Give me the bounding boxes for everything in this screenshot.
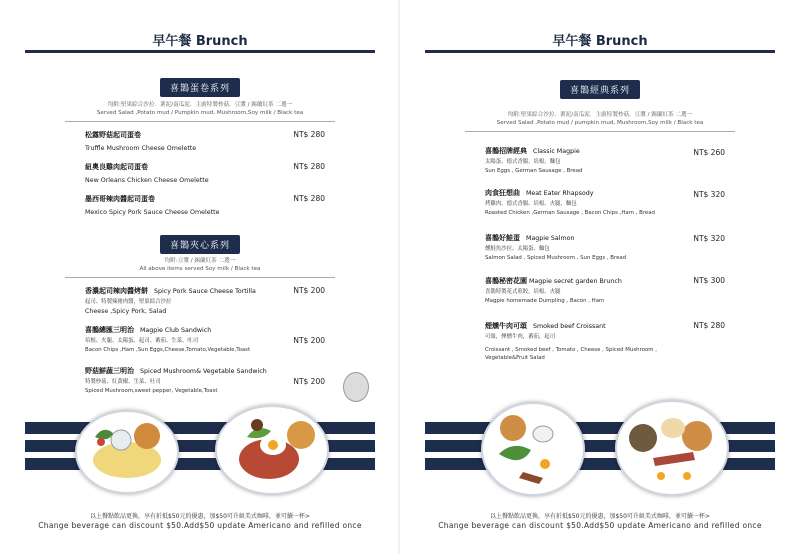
menu-item <box>85 194 325 217</box>
menu-item <box>85 130 325 153</box>
menu-item <box>85 366 325 395</box>
section-badge: 喜鵲經典系列 <box>560 80 640 99</box>
menu-item <box>85 286 325 316</box>
item-desc-cn: 起司、特製辣豬肉醬，堅果綜合沙拉 <box>85 299 172 305</box>
food-photo-sandwich <box>215 405 329 495</box>
item-name-cn: 喜鵲招牌經典 <box>485 147 527 155</box>
item-name-cn: 肉食狂想曲 <box>485 189 520 197</box>
item-name-cn: 喜鵲好鮭蛋 <box>485 234 520 242</box>
item-name-en: Smoked beef Croissant <box>533 323 606 330</box>
item-name <box>485 321 725 331</box>
divider <box>465 131 735 132</box>
item-price: NT$ 300 <box>693 276 725 285</box>
item-price: NT$ 280 <box>693 321 725 330</box>
item-name-en: Truffle Mushroom Cheese Omelette <box>85 145 197 152</box>
food-photo-meat <box>615 400 729 496</box>
item-price: NT$ 200 <box>293 286 325 295</box>
section-header-classic <box>405 78 795 99</box>
item-name-en: Mexico Spicy Pork Sauce Cheese Omelette <box>85 209 220 216</box>
item-name <box>485 233 725 243</box>
item-name-cn: 香濃起司辣肉醬烤餅 <box>85 287 148 295</box>
section-header-omelette <box>5 76 395 97</box>
item-name <box>85 325 325 335</box>
item-desc-cn: 喜鵲特製花式煎餃，培根、火腿 <box>485 289 561 295</box>
item-desc-en: Cheese ,Spicy Pork, Salad <box>85 307 167 315</box>
item-price: NT$ 200 <box>293 377 325 386</box>
item-name-en: Magpie secret garden Brunch <box>529 278 622 285</box>
note-cn: 均附:豆漿 / 錫蘭紅茶 二選一 <box>164 258 236 264</box>
item-desc-en: Salmon Salad , Spiced Mushroom , Sun Eggs , Bread <box>485 254 627 261</box>
menu-item <box>85 162 325 185</box>
item-desc-en: Croissant , Smoked beef , Tomato , Cheese , Spiced Mushroom , <box>485 346 657 353</box>
food-illustration <box>77 412 177 492</box>
food-photo-classic <box>481 402 585 496</box>
section-note <box>5 101 395 117</box>
item-name <box>485 146 725 156</box>
page-title: 早午餐 Brunch <box>152 34 248 49</box>
item-desc-en-2: Vegetable&Fruit Salad <box>485 355 545 361</box>
item-desc-cn: 燻鮭魚沙拉、太陽蛋，麵包 <box>485 246 550 252</box>
section-badge: 喜鵲夾心系列 <box>160 235 240 254</box>
item-name-en: Spicy Pork Sauce Cheese Tortilla <box>154 288 256 295</box>
section-header-sandwich <box>5 233 395 254</box>
section-note <box>405 111 795 127</box>
item-desc-cn: 烤雞肉、德式香腸、培根、火腿，麵包 <box>485 201 577 207</box>
item-name-cn: 煙燻牛肉可頌 <box>485 322 527 330</box>
item-price: NT$ 280 <box>293 194 325 203</box>
footer-note-en: Change beverage can discount $50.Add$50 update Americano and refilled once <box>438 521 762 530</box>
item-name-en: New Orleans Chicken Cheese Omelette <box>85 177 209 184</box>
item-name-cn: 喜鵲秘密花園 <box>485 277 527 285</box>
menu-item <box>485 321 725 363</box>
note-cn: 均附:堅果綜合沙拉．薯泥/南瓜泥．主廚特製杪菇．豆漿 / 錫蘭紅茶 二選一 <box>107 102 293 108</box>
item-desc-cn: 特製杪菇、紅黃椒、生菜、吐司 <box>85 379 161 385</box>
item-price: NT$ 200 <box>293 336 325 345</box>
item-name <box>85 366 325 376</box>
divider <box>65 277 335 278</box>
menu-item <box>485 233 725 262</box>
item-name-cn: 野菇鮮蔬三明治 <box>85 367 134 375</box>
food-illustration <box>483 404 583 494</box>
item-desc-en: Spiced Mushroom,sweet pepper, Vegetable,Toast <box>85 387 218 394</box>
item-name-cn: 松露野菇起司蛋卷 <box>85 131 141 139</box>
item-name-en: Magpie Salmon <box>526 235 575 242</box>
item-desc-en: Sun Eggs , German Sausage , Bread <box>485 167 583 174</box>
menu-item <box>485 276 725 305</box>
menu-item <box>485 188 725 217</box>
page-gutter <box>398 0 400 554</box>
food-illustration <box>617 402 727 494</box>
item-desc-cn: 可頌，煙燻牛肉，蕃茄，起司 <box>485 334 556 340</box>
item-price: NT$ 260 <box>693 148 725 157</box>
item-name-cn: 紐奧良雞肉起司蛋卷 <box>85 163 148 171</box>
item-desc-en: Bacon Chips ,Ham ,Sun Eggs,Cheese,Tomato,Vegetable,Toast <box>85 346 251 353</box>
item-name-en: Classic Magpie <box>533 148 580 155</box>
item-name-en: Magpie Club Sandwich <box>140 327 212 334</box>
section-note <box>5 257 395 273</box>
menu-page-right <box>405 0 795 554</box>
item-name <box>85 286 325 296</box>
item-name-en: Meat Eater Rhapsody <box>526 190 594 197</box>
item-name <box>485 276 725 286</box>
item-price: NT$ 320 <box>693 234 725 243</box>
note-cn: 均附:堅果綜合沙拉．薯泥/南瓜泥．主廚特製杪菇．豆漿 / 錫蘭紅茶 二選一 <box>507 112 693 118</box>
food-photo-omelette <box>75 410 179 494</box>
note-en: Served Salad ,Potato mud / Pumpkin mud, Mushroom,Soy milk / Black tea <box>96 110 304 116</box>
item-name <box>485 188 725 198</box>
section-badge: 喜鵲蛋卷系列 <box>160 78 240 97</box>
item-desc-en: Magpie homemade Dumpling , Bacon , Ham <box>485 297 605 304</box>
item-name-cn: 喜鵲總匯三明治 <box>85 326 134 334</box>
food-illustration <box>217 407 327 493</box>
footer-note-cn: 以上餐點飲品更換，享有折抵$50元的優惠，加$50可升級美式咖啡，並可續一杯> <box>90 513 310 520</box>
item-desc-cn: 太陽蛋、德式香腸，培根，麵包 <box>485 159 561 165</box>
item-price: NT$ 320 <box>693 190 725 199</box>
note-en: All above items served Soy milk / Black tea <box>139 266 261 272</box>
title-divider <box>25 50 375 53</box>
stamp-logo <box>343 372 369 402</box>
item-desc-cn: 培根、火腿、太陽蛋、起司、蕃茄、生菜、吐司 <box>85 338 199 344</box>
menu-item <box>485 146 725 175</box>
footer-note-cn: 以上餐點飲品更換，享有折抵$50元的優惠，加$50可升級美式咖啡，並可續一杯> <box>490 513 710 520</box>
menu-page-left <box>5 0 395 554</box>
item-name-cn: 墨西哥辣肉醬起司蛋卷 <box>85 195 155 203</box>
title-divider <box>425 50 775 53</box>
item-price: NT$ 280 <box>293 162 325 171</box>
item-price: NT$ 280 <box>293 130 325 139</box>
item-desc-en: Roasted Chicken ,German Sausage , Bacon Chips ,Ham , Bread <box>485 209 655 216</box>
page-title: 早午餐 Brunch <box>552 34 648 49</box>
divider <box>65 121 335 122</box>
note-en: Served Salad ,Potato mud / pumpkin mud, Mushroom,Soy milk / Black tea <box>496 120 704 126</box>
menu-item <box>85 325 325 354</box>
item-name-en: Spiced Mushroom& Vegetable Sandwich <box>140 368 267 375</box>
footer-note-en: Change beverage can discount $50.Add$50 update Americano and refilled once <box>38 521 362 530</box>
